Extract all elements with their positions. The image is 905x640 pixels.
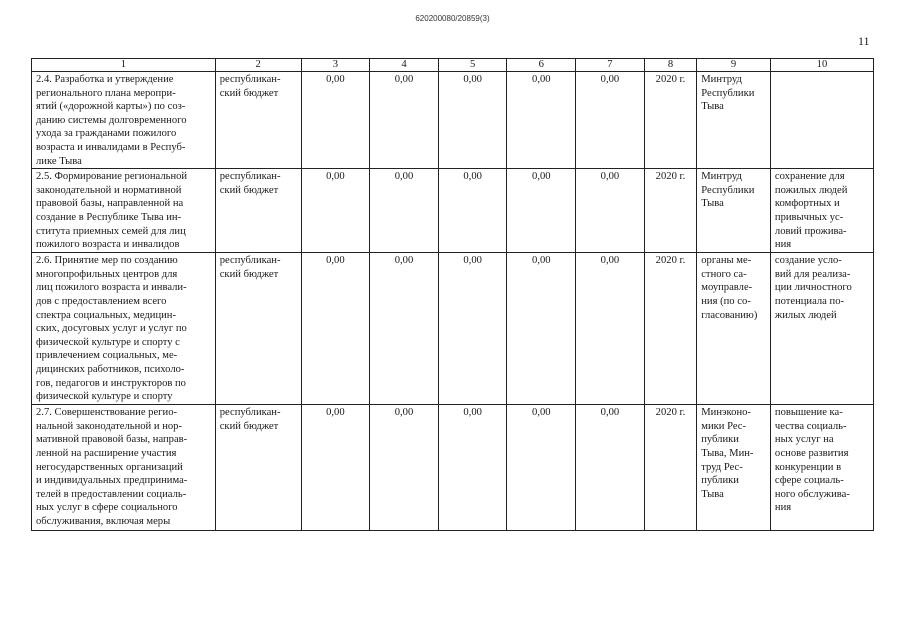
executor: Минтруд Республики Тыва xyxy=(697,72,771,169)
executor: Минэконо- мики Рес- публики Тыва, Мин- труд Рес- публики Тыва xyxy=(697,405,771,531)
document-id: 620200080/20859(3) xyxy=(415,14,490,23)
amount-cell: 0,00 xyxy=(370,405,439,531)
funding-source: республикан- ский бюджет xyxy=(215,253,301,405)
amount-cell: 0,00 xyxy=(301,405,370,531)
deadline-year: 2020 г. xyxy=(644,253,696,405)
expected-result: создание усло- вий для реализа- ции личностного потенциала по- жилых людей xyxy=(770,253,873,405)
expected-result xyxy=(770,72,873,169)
amount-cell: 0,00 xyxy=(438,169,507,253)
column-header: 6 xyxy=(507,59,576,72)
measure-name: 2.5. Формирование региональной законодательной и нормативной правовой базы, направленной на создание в Республике Тыва ин- ститута приемных семей для лиц пожилого возраста и инвалидов xyxy=(32,169,216,253)
amount-cell: 0,00 xyxy=(507,253,576,405)
column-header: 3 xyxy=(301,59,370,72)
column-number-row xyxy=(32,59,874,72)
amount-cell: 0,00 xyxy=(301,169,370,253)
deadline-year: 2020 г. xyxy=(644,72,696,169)
measures-table xyxy=(31,58,874,531)
amount-cell: 0,00 xyxy=(576,253,645,405)
amount-cell: 0,00 xyxy=(370,253,439,405)
amount-cell: 0,00 xyxy=(576,405,645,531)
amount-cell: 0,00 xyxy=(301,72,370,169)
funding-source: республикан- ский бюджет xyxy=(215,169,301,253)
column-header: 2 xyxy=(215,59,301,72)
amount-cell: 0,00 xyxy=(438,253,507,405)
column-header: 10 xyxy=(770,59,873,72)
funding-source: республикан- ский бюджет xyxy=(215,405,301,531)
deadline-year: 2020 г. xyxy=(644,169,696,253)
table-row xyxy=(32,253,874,405)
column-header: 5 xyxy=(438,59,507,72)
amount-cell: 0,00 xyxy=(576,169,645,253)
expected-result: повышение ка- чества социаль- ных услуг на основе развития конкуренции в сфере социаль- ного обслужива- ния xyxy=(770,405,873,531)
amount-cell: 0,00 xyxy=(507,72,576,169)
amount-cell: 0,00 xyxy=(370,72,439,169)
expected-result: сохранение для пожилых людей комфортных и привычных ус- ловий прожива- ния xyxy=(770,169,873,253)
page-number: 11 xyxy=(858,34,870,48)
table-row xyxy=(32,405,874,531)
executor: Минтруд Республики Тыва xyxy=(697,169,771,253)
amount-cell: 0,00 xyxy=(576,72,645,169)
amount-cell: 0,00 xyxy=(370,169,439,253)
amount-cell: 0,00 xyxy=(438,405,507,531)
table-row xyxy=(32,169,874,253)
amount-cell: 0,00 xyxy=(438,72,507,169)
measure-name: 2.6. Принятие мер по созданию многопрофильных центров для лиц пожилого возраста и инвали- дов с предоставлением всего спектра социальных, медицин- ских, досуговых услуг и услуг по физической культуре и спорту с привлечением социальных, ме- дицинских работников, психоло- гов, педагогов и инструкторов по физической культуре и спорту xyxy=(32,253,216,405)
executor: органы ме- стного са- моуправле- ния (по со- гласованию) xyxy=(697,253,771,405)
table-row xyxy=(32,72,874,169)
measure-name: 2.4. Разработка и утверждение регионального плана меропри- ятий («дорожной карты») по соз- данию системы долговременного ухода за гражданами пожилого возраста и инвалидами в Респуб- лике Тыва xyxy=(32,72,216,169)
deadline-year: 2020 г. xyxy=(644,405,696,531)
funding-source: республикан- ский бюджет xyxy=(215,72,301,169)
measure-name: 2.7. Совершенствование регио- нальной законодательной и нор- мативной правовой базы, направ- ленной на расширение участия негосударственных организаций и индивидуальных предпринима- телей в предоставлении социаль- ных услуг в сфере социального обслуживания, включая меры xyxy=(32,405,216,531)
amount-cell: 0,00 xyxy=(507,405,576,531)
column-header: 8 xyxy=(644,59,696,72)
column-header: 7 xyxy=(576,59,645,72)
amount-cell: 0,00 xyxy=(301,253,370,405)
column-header: 1 xyxy=(32,59,216,72)
amount-cell: 0,00 xyxy=(507,169,576,253)
column-header: 4 xyxy=(370,59,439,72)
column-header: 9 xyxy=(697,59,771,72)
